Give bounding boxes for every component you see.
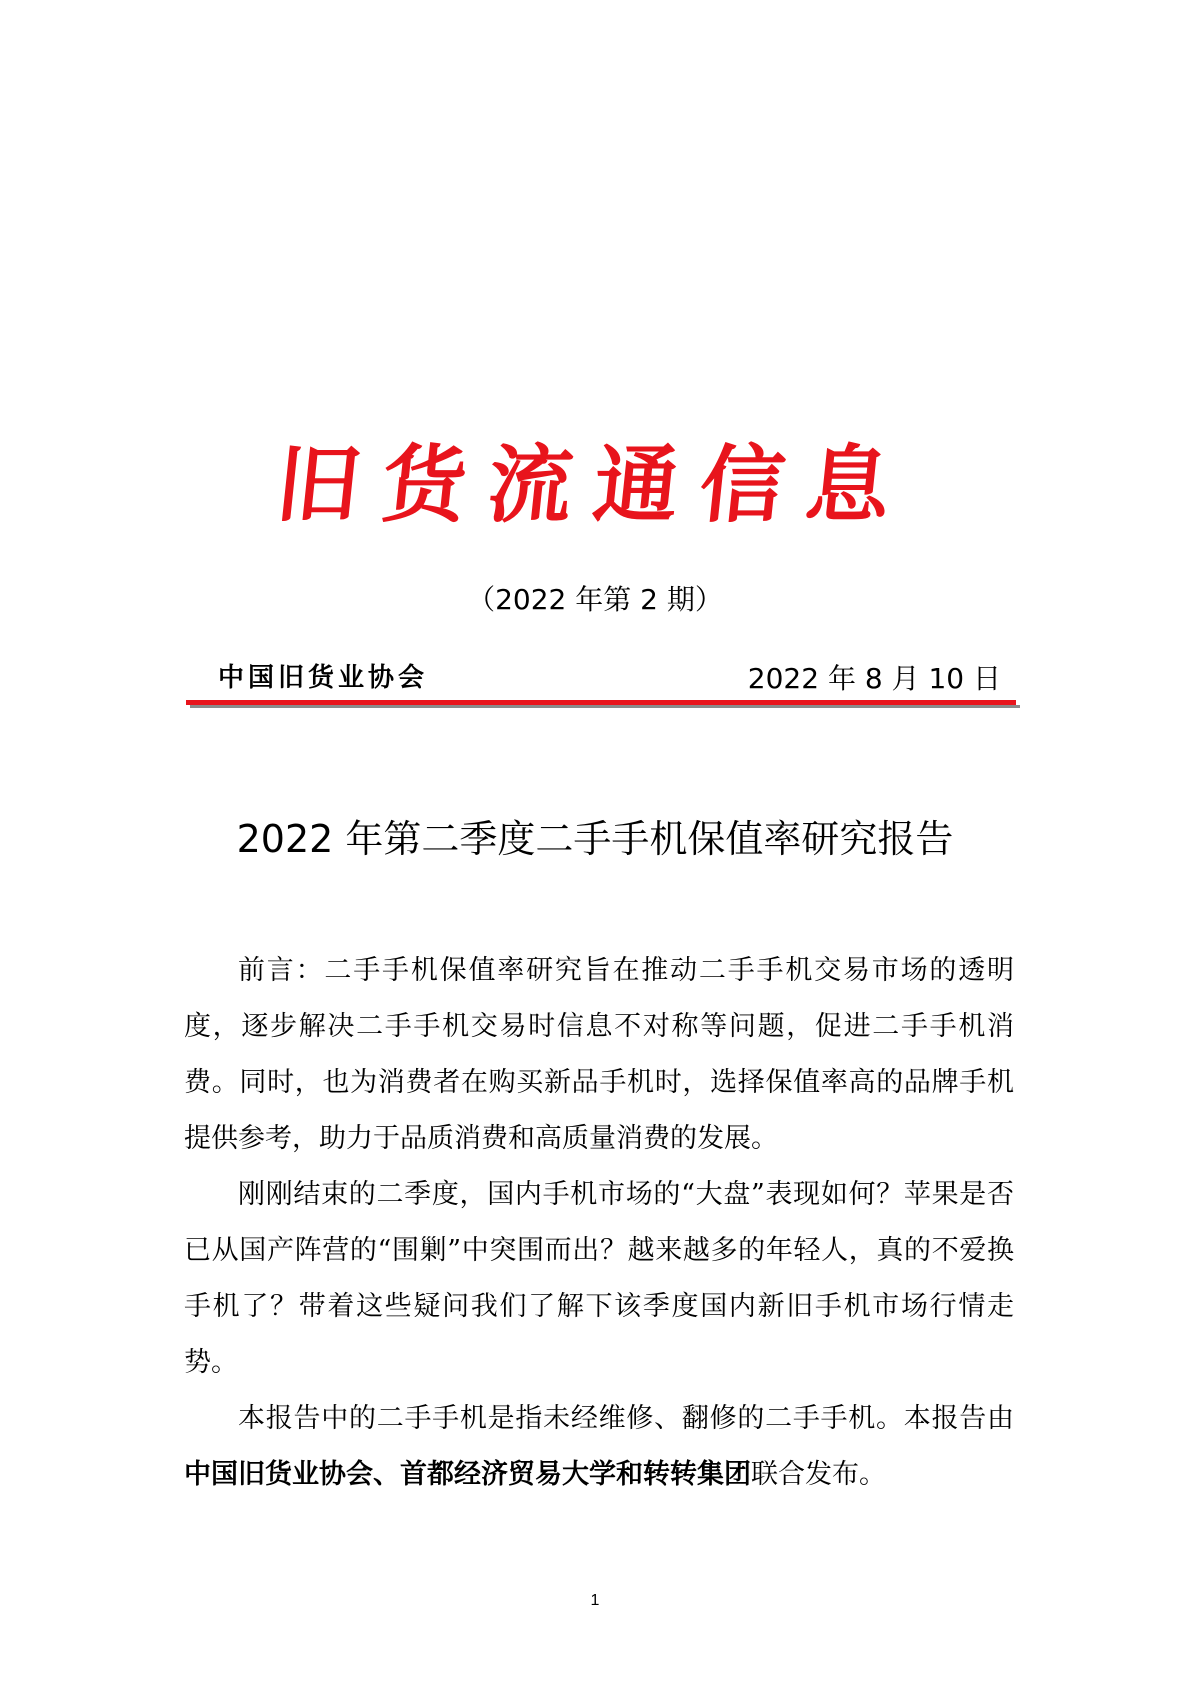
publisher-org: 中国旧货业协会	[218, 663, 429, 693]
report-title: 2022 年第二季度二手手机保值率研究报告	[236, 817, 954, 861]
header-rule-shadow	[190, 705, 1020, 708]
report-body	[184, 943, 1014, 1503]
publishers-highlight: 中国旧货业协会、首都经济贸易大学和转转集团	[184, 1459, 751, 1490]
publisher-row	[196, 657, 1011, 697]
paragraph-scope-start: 本报告中的二手手机是指未经维修、翻修的二手手机。本报告由	[238, 1403, 1014, 1434]
issue-number: （2022 年第 2 期）	[467, 583, 723, 616]
publish-date: 2022 年 8 月 10 日	[747, 662, 1001, 695]
masthead-title: 旧货流通信息	[271, 435, 918, 534]
paragraph-questions: 刚刚结束的二季度，国内手机市场的“大盘”表现如何？苹果是否已从国产阵营的“围剿”中突围而出？越来越多的年轻人，真的不爱换手机了？带着这些疑问我们了解下该季度国内新旧手机市场行情走势。	[184, 1179, 1014, 1378]
paragraph-preface: 前言：二手手机保值率研究旨在推动二手手机交易市场的透明度，逐步解决二手手机交易时信息不对称等问题，促进二手手机消费。同时，也为消费者在购买新品手机时，选择保值率高的品牌手机提供参考，助力于品质消费和高质量消费的发展。	[184, 955, 1014, 1154]
paragraph-scope-end: 联合发布。	[751, 1459, 886, 1490]
paragraph-scope	[184, 1391, 1014, 1503]
page-number: 1	[590, 1592, 600, 1609]
